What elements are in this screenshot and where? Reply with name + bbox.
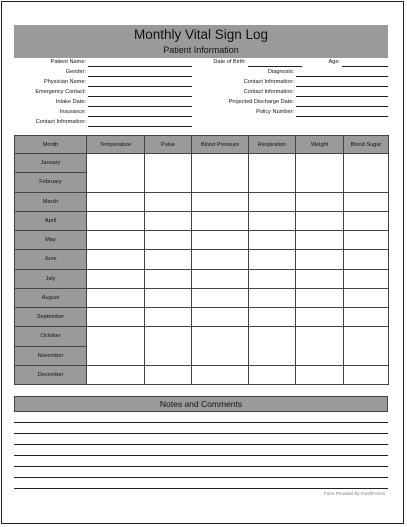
month-cell: July [15, 269, 87, 288]
date-of-birth-field[interactable] [248, 66, 302, 67]
age-field[interactable] [342, 66, 388, 67]
column-header: Month [15, 136, 87, 154]
weight-cell[interactable] [296, 327, 344, 366]
temperature-cell[interactable] [87, 288, 145, 307]
blood-pressure-cell[interactable] [192, 327, 249, 366]
respiration-cell[interactable] [249, 308, 296, 327]
form-title: Monthly Vital Sign Log [133, 27, 269, 42]
field-label: Contact Information: [243, 89, 294, 95]
intake-date-field[interactable] [88, 106, 192, 107]
table-row [15, 192, 389, 211]
month-cell: September [15, 308, 87, 327]
month-cell: January [15, 154, 87, 173]
field-label: Policy Number: [256, 109, 294, 115]
table-header-row [15, 136, 389, 154]
blood-pressure-cell[interactable] [192, 250, 249, 269]
month-cell: December [15, 365, 87, 384]
pulse-cell[interactable] [145, 308, 192, 327]
notes-section [14, 396, 388, 489]
field-label: Gender: [65, 69, 86, 75]
notes-line[interactable] [14, 477, 388, 478]
contact-information-field[interactable] [88, 126, 192, 127]
contact-information-field-3[interactable] [296, 96, 388, 97]
blood-sugar-cell[interactable] [344, 154, 389, 193]
weight-cell[interactable] [296, 308, 344, 327]
blood-pressure-cell[interactable] [192, 192, 249, 211]
blood-pressure-cell[interactable] [192, 154, 249, 193]
section-title-patient-info: Patient Information [163, 45, 239, 55]
field-label: Diagnosis: [267, 69, 294, 75]
notes-line[interactable] [14, 444, 388, 445]
blood-sugar-cell[interactable] [344, 308, 389, 327]
blood-pressure-cell[interactable] [192, 308, 249, 327]
contact-information-field-2[interactable] [296, 86, 388, 87]
temperature-cell[interactable] [87, 211, 145, 230]
field-label: Patient Name: [50, 59, 86, 65]
blood-pressure-cell[interactable] [192, 231, 249, 250]
pulse-cell[interactable] [145, 365, 192, 384]
pulse-cell[interactable] [145, 288, 192, 307]
weight-cell[interactable] [296, 231, 344, 250]
table-row [15, 250, 389, 269]
month-cell: August [15, 288, 87, 307]
blood-pressure-cell[interactable] [192, 288, 249, 307]
temperature-cell[interactable] [87, 192, 145, 211]
field-label: Projected Discharge Date: [228, 99, 294, 105]
month-cell: June [15, 250, 87, 269]
notes-title: Notes and Comments [14, 396, 388, 412]
temperature-cell[interactable] [87, 308, 145, 327]
respiration-cell[interactable] [249, 211, 296, 230]
pulse-cell[interactable] [145, 250, 192, 269]
column-header: Weight [296, 136, 344, 154]
weight-cell[interactable] [296, 365, 344, 384]
respiration-cell[interactable] [249, 269, 296, 288]
physician-name-field[interactable] [88, 86, 192, 87]
field-label: Date of Birth: [213, 59, 246, 65]
blood-sugar-cell[interactable] [344, 288, 389, 307]
respiration-cell[interactable] [249, 231, 296, 250]
month-cell: November [15, 346, 87, 365]
respiration-cell[interactable] [249, 250, 296, 269]
emergency-contact-field[interactable] [88, 96, 192, 97]
month-cell: May [15, 231, 87, 250]
temperature-cell[interactable] [87, 154, 145, 193]
blood-sugar-cell[interactable] [344, 231, 389, 250]
table-row [15, 269, 389, 288]
pulse-cell[interactable] [145, 211, 192, 230]
pulse-cell[interactable] [145, 154, 192, 193]
blood-pressure-cell[interactable] [192, 269, 249, 288]
weight-cell[interactable] [296, 154, 344, 193]
pulse-cell[interactable] [145, 192, 192, 211]
month-cell: April [15, 211, 87, 230]
respiration-cell[interactable] [249, 327, 296, 366]
blood-sugar-cell[interactable] [344, 269, 389, 288]
weight-cell[interactable] [296, 192, 344, 211]
field-label: Emergency Contact: [35, 89, 86, 95]
insurance-field[interactable] [88, 116, 192, 117]
table-row [15, 231, 389, 250]
pulse-cell[interactable] [145, 269, 192, 288]
weight-cell[interactable] [296, 250, 344, 269]
table-row [15, 154, 389, 173]
blood-pressure-cell[interactable] [192, 365, 249, 384]
field-label: Contact Information: [35, 119, 86, 125]
temperature-cell[interactable] [87, 365, 145, 384]
month-cell: February [15, 173, 87, 192]
table-row [15, 211, 389, 230]
month-cell: October [15, 327, 87, 346]
temperature-cell[interactable] [87, 269, 145, 288]
diagnosis-field[interactable] [296, 76, 388, 77]
respiration-cell[interactable] [249, 288, 296, 307]
footer-credit: Form Provided by FreshForms [323, 491, 385, 496]
patient-info-section [0, 58, 407, 128]
column-header: Pulse [145, 136, 192, 154]
blood-sugar-cell[interactable] [344, 211, 389, 230]
column-header: Blood Pressure [192, 136, 249, 154]
notes-line[interactable] [14, 466, 388, 467]
column-header: Temperature [87, 136, 145, 154]
temperature-cell[interactable] [87, 231, 145, 250]
blood-sugar-cell[interactable] [344, 192, 389, 211]
temperature-cell[interactable] [87, 250, 145, 269]
column-header: Blood Sugar [344, 136, 389, 154]
notes-line[interactable] [14, 433, 388, 434]
patient-name-field[interactable] [88, 66, 192, 67]
policy-number-field[interactable] [296, 116, 388, 117]
temperature-cell[interactable] [87, 327, 145, 366]
age-label: Age: [328, 59, 340, 65]
gender-field[interactable] [88, 76, 192, 77]
weight-cell[interactable] [296, 288, 344, 307]
projected-discharge-date-field[interactable] [296, 106, 388, 107]
respiration-cell[interactable] [249, 154, 296, 193]
table-row [15, 308, 389, 327]
blood-sugar-cell[interactable] [344, 327, 389, 366]
field-label: Physician Name: [44, 79, 86, 85]
weight-cell[interactable] [296, 269, 344, 288]
blood-sugar-cell[interactable] [344, 365, 389, 384]
weight-cell[interactable] [296, 211, 344, 230]
notes-line[interactable] [14, 422, 388, 423]
column-header: Respiration [249, 136, 296, 154]
field-label: Contact Information: [243, 79, 294, 85]
respiration-cell[interactable] [249, 192, 296, 211]
form-header [14, 25, 388, 58]
blood-sugar-cell[interactable] [344, 250, 389, 269]
notes-line[interactable] [14, 488, 388, 489]
pulse-cell[interactable] [145, 327, 192, 366]
pulse-cell[interactable] [145, 231, 192, 250]
table-row [15, 288, 389, 307]
month-cell: March [15, 192, 87, 211]
vital-sign-log-table [14, 135, 389, 385]
blood-pressure-cell[interactable] [192, 211, 249, 230]
field-label: Insurance: [59, 109, 86, 115]
table-row [15, 365, 389, 384]
notes-line[interactable] [14, 455, 388, 456]
respiration-cell[interactable] [249, 365, 296, 384]
field-label: Intake Date: [55, 99, 86, 105]
table-row [15, 327, 389, 346]
